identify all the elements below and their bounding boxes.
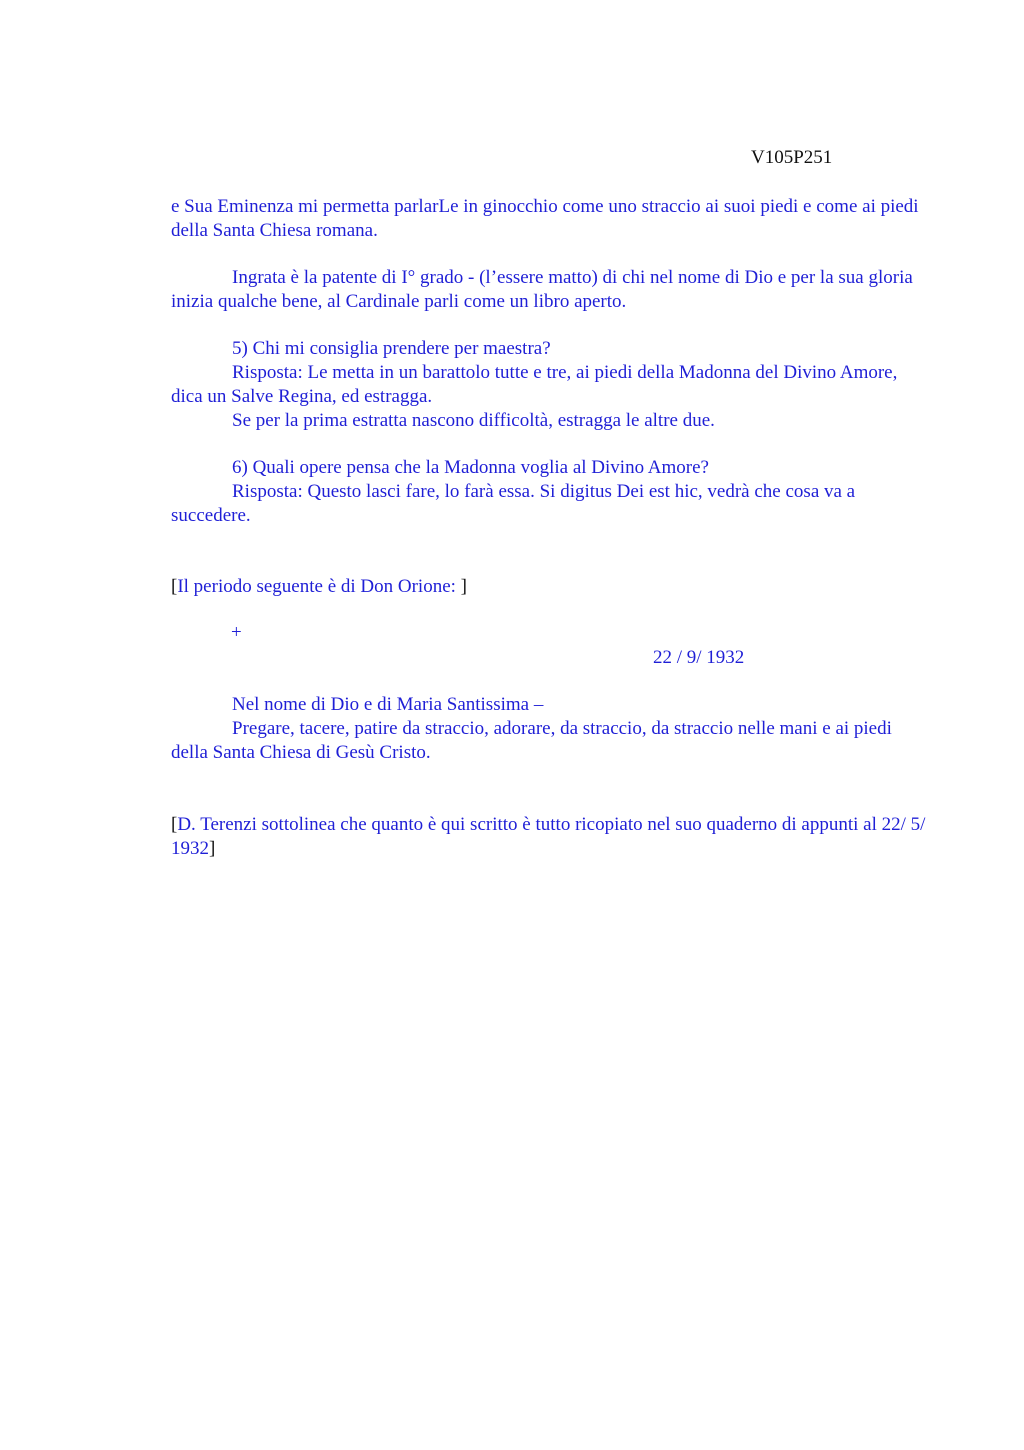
prayer-text: Pregare, tacere, patire da straccio, adorare, da straccio, da straccio nelle mani e ai piedi della Santa Chiesa di Gesù Cristo. [171,718,892,763]
bracket-close: ] [209,838,216,859]
editorial-note-terenzi [171,813,931,861]
answer-5-continued: Se per la prima estratta nascono difficoltà, estragga le altre due. [232,410,715,431]
cross-mark: + [231,622,242,643]
page-id: V105P251 [751,147,833,168]
answer-5: Risposta: Le metta in un barattolo tutte e tre, ai piedi della Madonna del Divino Amore, dica un Salve Regina, ed estragga. [171,362,898,407]
editorial-note-orione [171,575,931,599]
invocation: Nel nome di Dio e di Maria Santissima – [232,694,544,715]
note-text: D. Terenzi sottolinea che quanto è qui scritto è tutto ricopiato nel suo quaderno di appunti al 22/ 5/ 1932 [171,814,926,859]
bracket-open: [ [171,576,178,597]
answer-6: Risposta: Questo lasci fare, lo farà essa. Si digitus Dei est hic, vedrà che cosa va a succedere. [171,481,856,526]
letter-date: 22 / 9/ 1932 [653,647,745,668]
question-6: 6) Quali opere pensa che la Madonna voglia al Divino Amore? [232,457,709,478]
paragraph-patente: Ingrata è la patente di I° grado - (l’essere matto) di chi nel nome di Dio e per la sua gloria inizia qualche bene, al Cardinale parli come un libro aperto. [171,267,913,312]
question-5: 5) Chi mi consiglia prendere per maestra? [232,338,551,359]
paragraph-eminenza: e Sua Eminenza mi permetta parlarLe in ginocchio come uno straccio ai suoi piedi e come ai piedi della Santa Chiesa romana. [171,196,919,241]
bracket-open: [ [171,814,178,835]
bracket-close: ] [460,576,467,597]
note-text: Il periodo seguente è di Don Orione: [177,576,461,597]
